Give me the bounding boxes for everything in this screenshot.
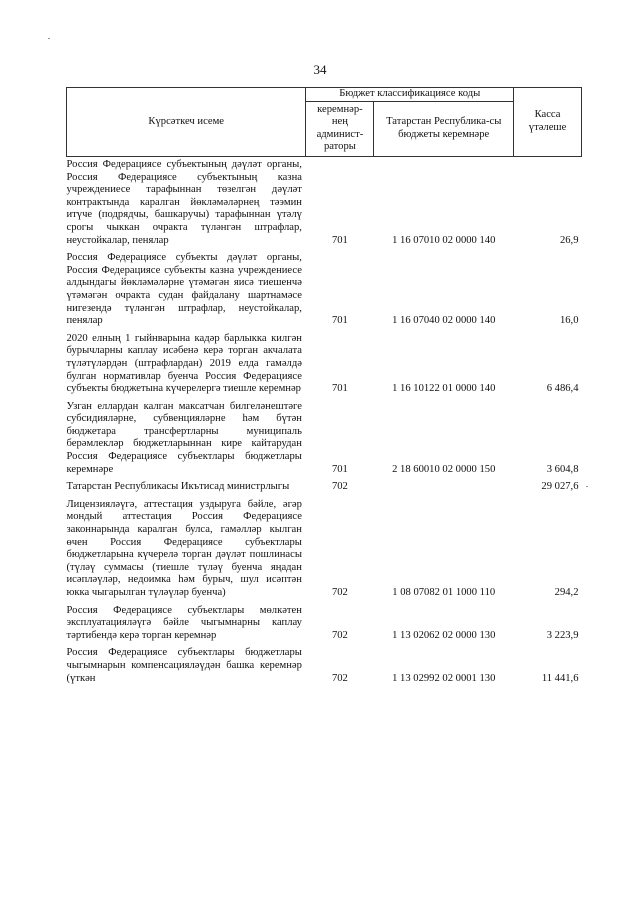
table-row (67, 250, 582, 331)
row-name: Россия Федерациясе субъектлары бюджетлары чыгымнарын компенсацияләүдән башка керемнәр (үткән (66, 647, 302, 684)
table-body (67, 157, 582, 689)
row-admin-code: 701 (331, 315, 348, 327)
row-cash-value: 3 223,9 (546, 629, 579, 641)
row-budget-code: 1 13 02992 02 0001 130 (392, 672, 496, 684)
table-row (67, 157, 582, 251)
header-admin: керемнәр-нең админист-раторы (306, 101, 374, 156)
row-admin-code: 701 (331, 463, 348, 475)
header-cash: Касса үтәлеше (514, 88, 582, 157)
row-cash-value: 294,2 (554, 587, 579, 598)
scan-speck (48, 38, 50, 39)
scan-speck (586, 486, 588, 487)
row-admin-code: 702 (331, 587, 348, 598)
header-group: Бюджет классификациясе коды (306, 88, 514, 102)
row-budget-code: 1 08 07082 01 1000 110 (392, 587, 496, 598)
page-number: 34 (313, 62, 327, 77)
row-budget-code: 1 16 07040 02 0000 140 (392, 315, 496, 327)
row-cash-value: 29 027,6 (541, 481, 579, 493)
row-cash-value: 6 486,4 (546, 383, 579, 395)
row-name: Россия Федерациясе субъекты дәүләт органы, Россия Федерациясе субъекты казна учреждениесе алдындагы йөкләмәләрне үтәмәгән яисә тиешенчә үтәмәгән очракта судан файдалану шартнамәсе нигезендә түләнгән штрафлар, неустойкалар, пенялар (66, 252, 302, 327)
row-budget-code: 2 18 60010 02 0000 150 (392, 463, 496, 475)
header-code: Татарстан Республика-сы бюджеты керемнәре (374, 101, 514, 156)
table-row (67, 603, 582, 646)
row-budget-code: 1 16 10122 01 0000 140 (392, 383, 496, 395)
row-cash-value: 3 604,8 (546, 463, 579, 475)
header-name: Күрсәткеч исеме (67, 88, 306, 157)
budget-table (66, 87, 582, 688)
row-budget-code: 1 16 07010 02 0000 140 (392, 234, 496, 246)
row-name: 2020 елның 1 гыйнварына кадәр барлыкка килгән бурычларны каплау исәбенә керә торган акчалата түләтүләрдән (штрафлардан) 2019 елда гамәлдә булган нормативлар буенча Россия Федерациясе субъекты бюджетына күчерелергә тиешле керемнәр (66, 332, 302, 395)
row-name: Лицензияләүгә, аттестация уздыруга бәйле, әгәр мондый аттестация Россия Федерациясе законнарында каралган булса, гамәлләр кылган өчен Россия Федерациясе субъектлары бюджетларына күчерелә торган дәүләт пошлинасы (түләү суммасы (тиешле түләү буенча яңадан исәпләүләр, недоимка һәм бурыч, шул исәптән юкка чыгарылган түләүләр буенча) (66, 498, 302, 598)
row-admin-code: 701 (331, 383, 348, 395)
row-admin-code: 702 (331, 672, 348, 684)
row-budget-code: 1 13 02062 02 0000 130 (392, 629, 496, 641)
table-row (67, 331, 582, 399)
row-cash-value: 11 441,6 (541, 672, 579, 684)
table-row (67, 479, 582, 497)
row-name: Россия Федерациясе субъектлары мөлкәтен эксплуатацияләүгә бәйле чыгымнарны каплау тәртибендә керә торган керемнәр (66, 604, 302, 641)
row-admin-code: 701 (331, 234, 348, 246)
row-cash-value: 16,0 (559, 315, 579, 327)
row-name: Татарстан Республикасы Икътисад министрлыгы (66, 481, 290, 493)
row-admin-code: 702 (331, 481, 348, 493)
row-admin-code: 702 (331, 629, 348, 641)
row-name: Россия Федерациясе субъектының дәүләт органы, Россия Федерациясе субъектының казна учреждениесе тарафыннан төзелгән дәүләт контрактында каралган йөкләмәләрнең тәэмин итүче (подрядчы, башкаручы) тарафыннан үтәлү срогы чыккан очракта түләнгән штрафлар, неустойкалар, пенялар (66, 159, 302, 246)
table-row (67, 645, 582, 688)
row-budget-code (374, 479, 514, 497)
row-name: Узган еллардан калган максатчан билгеләнештәге субсидияләрне, субвенцияләрне һәм бүтән бюджетара трансфертларны муниципаль берәмлекләр бюджетларыннан кире кайтарудан Россия Федерациясе субъектлары бюджетлары керемнәре (66, 400, 302, 475)
table-row (67, 497, 582, 603)
row-cash-value: 26,9 (559, 234, 579, 246)
table-row (67, 399, 582, 480)
